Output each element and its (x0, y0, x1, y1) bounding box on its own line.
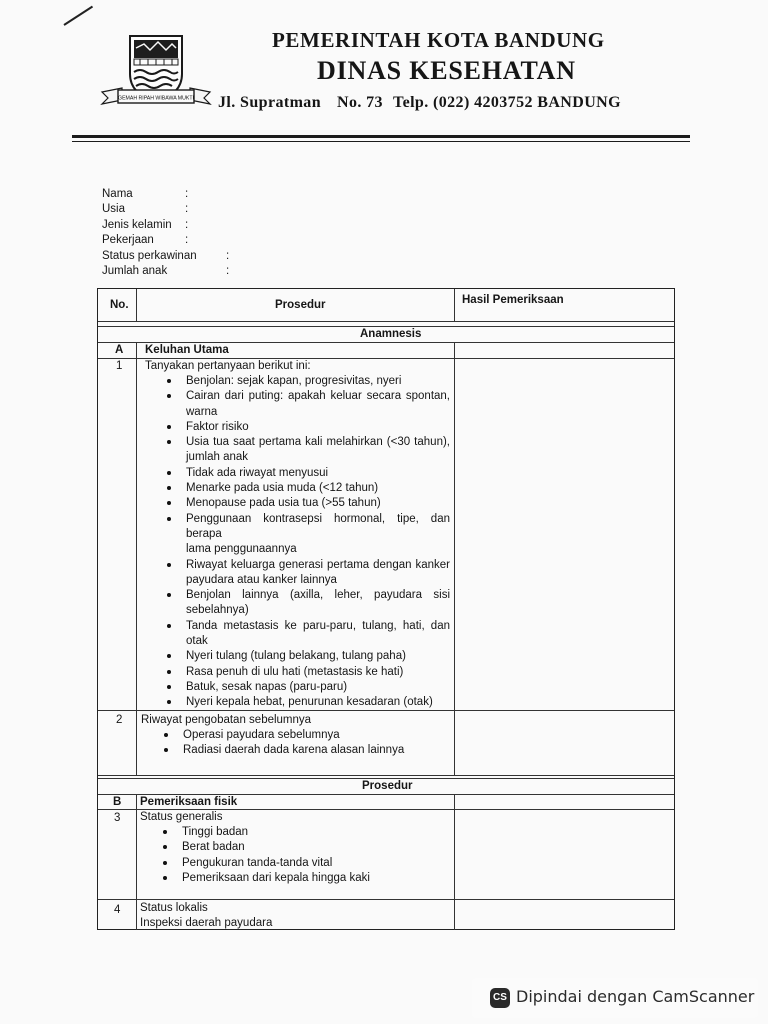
bullet-icon (167, 486, 171, 490)
row-4-title: Status lokalis (140, 902, 208, 914)
row-2-list (183, 728, 447, 759)
list-item: Tanda metastasis ke paru-paru, tulang, hati, dan otak (186, 619, 450, 650)
list-item: Pemeriksaan dari kepala hingga kaki (182, 871, 446, 886)
list-item: Cairan dari puting: apakah keluar secara spontan, warna (186, 389, 450, 420)
header-no: No. (110, 299, 129, 311)
bullet-icon (167, 394, 171, 398)
pen-mark (63, 6, 93, 26)
camscanner-logo-icon: CS (490, 988, 510, 1008)
identity-colon: : (185, 203, 189, 216)
bullet-icon (163, 876, 167, 880)
bullet-icon (167, 471, 171, 475)
row-1-question-list (186, 374, 450, 711)
identity-row-age (102, 202, 302, 217)
list-item: Menarke pada usia muda (<12 tahun) (186, 481, 450, 496)
list-item: Rasa penuh di ulu hati (metastasis ke hati) (186, 665, 450, 680)
row-divider (98, 899, 674, 900)
bullet-icon (167, 654, 171, 658)
identity-label: Jenis kelamin (102, 218, 172, 231)
row-2-number: 2 (116, 714, 123, 726)
bullet-icon (167, 517, 171, 521)
identity-colon: : (185, 218, 189, 231)
section-anamnesis: Anamnesis (360, 328, 422, 340)
identity-row-occupation (102, 233, 302, 248)
col-divider (136, 794, 137, 930)
bullet-icon (167, 624, 171, 628)
row-b-letter: B (113, 796, 122, 808)
address-number: No. 73 (337, 94, 383, 111)
identity-row-sex (102, 218, 302, 233)
bullet-icon (167, 700, 171, 704)
bullet-icon (167, 670, 171, 674)
col-divider (136, 289, 137, 321)
list-item: Benjolan: sejak kapan, progresivitas, nyeri (186, 374, 450, 389)
letterhead-address (218, 94, 678, 112)
identity-colon: : (185, 234, 189, 247)
letterhead-rule-thin (72, 141, 690, 142)
list-item: Faktor risiko (186, 420, 450, 435)
list-item: Penggunaan kontrasepsi hormonal, tipe, dan berapa lama penggunaannya (186, 512, 450, 558)
bullet-icon (167, 501, 171, 505)
list-item: Berat badan (182, 840, 446, 855)
identity-row-name (102, 187, 302, 202)
bullet-icon (167, 593, 171, 597)
letterhead-department: DINAS KESEHATAN (317, 56, 576, 85)
header-procedure: Prosedur (275, 299, 326, 311)
bandung-city-emblem (100, 28, 212, 116)
bullet-icon (167, 563, 171, 567)
row-divider (98, 321, 674, 322)
identity-label: Nama (102, 188, 133, 200)
list-item: Pengukuran tanda-tanda vital (182, 856, 446, 871)
examination-table (97, 288, 675, 930)
col-divider (454, 289, 455, 321)
row-1-number: 1 (116, 360, 123, 372)
identity-row-marital-status (102, 249, 302, 264)
header-result: Hasil Pemeriksaan (462, 294, 564, 306)
list-item: Riwayat keluarga generasi pertama dengan kanker payudara atau kanker lainnya (186, 558, 450, 589)
list-item: Benjolan lainnya (axilla, leher, payudara sisi sebelahnya) (186, 588, 450, 619)
row-b-title: Pemeriksaan fisik (140, 796, 238, 808)
bullet-icon (163, 861, 167, 865)
bullet-icon (167, 685, 171, 689)
identity-label: Jumlah anak (102, 264, 168, 277)
identity-label: Pekerjaan (102, 234, 154, 247)
col-divider (454, 794, 455, 930)
list-item: Operasi payudara sebelumnya (183, 728, 447, 743)
identity-colon: : (226, 264, 230, 277)
section-prosedur: Prosedur (362, 780, 413, 792)
bullet-icon (163, 845, 167, 849)
svg-text:GEMAH RIPAH WIBAWA MUKTI: GEMAH RIPAH WIBAWA MUKTI (118, 95, 194, 102)
row-2-title: Riwayat pengobatan sebelumnya (141, 714, 312, 726)
identity-row-children (102, 264, 302, 279)
address-phone: Telp. (022) 4203752 BANDUNG (392, 94, 621, 111)
bullet-icon (164, 748, 168, 752)
list-item: Nyeri tulang (tulang belakang, tulang paha) (186, 649, 450, 664)
list-item: Menopause pada usia tua (>55 tahun) (186, 496, 450, 511)
bullet-icon (163, 830, 167, 834)
row-4-number: 4 (114, 904, 121, 916)
list-item: Radiasi daerah dada karena alasan lainnya (183, 743, 447, 758)
letterhead-rule-thick (72, 135, 690, 138)
bullet-icon (164, 733, 168, 737)
bullet-icon (167, 440, 171, 444)
list-item: Usia tua saat pertama kali melahirkan (<30 tahun), jumlah anak (186, 435, 450, 466)
bullet-icon (167, 379, 171, 383)
row-4-subtitle: Inspeksi daerah payudara (140, 917, 273, 929)
bullet-icon (167, 425, 171, 429)
identity-colon: : (226, 249, 230, 262)
list-item: Tidak ada riwayat menyusui (186, 466, 450, 481)
row-divider (98, 775, 674, 776)
row-3-number: 3 (114, 812, 121, 824)
row-a-title: Keluhan Utama (145, 344, 229, 356)
identity-label: Usia (102, 203, 126, 216)
row-1-intro: Tanyakan pertanyaan berikut ini: (145, 360, 311, 372)
camscanner-label: Dipindai dengan CamScanner (516, 987, 755, 1006)
row-a-letter: A (115, 344, 124, 356)
row-3-list (182, 825, 446, 886)
letterhead-government: PEMERINTAH KOTA BANDUNG (272, 28, 605, 52)
row-3-title: Status generalis (140, 811, 223, 823)
identity-colon: : (185, 188, 189, 200)
identity-label: Status perkawinan (102, 249, 197, 262)
list-item: Tinggi badan (182, 825, 446, 840)
patient-identity-block (102, 187, 302, 279)
camscanner-badge (472, 978, 758, 1018)
list-item: Batuk, sesak napas (paru-paru) (186, 680, 450, 695)
list-item: Nyeri kepala hebat, penurunan kesadaran (otak) (186, 695, 450, 710)
address-street: Jl. Supratman (218, 94, 321, 111)
